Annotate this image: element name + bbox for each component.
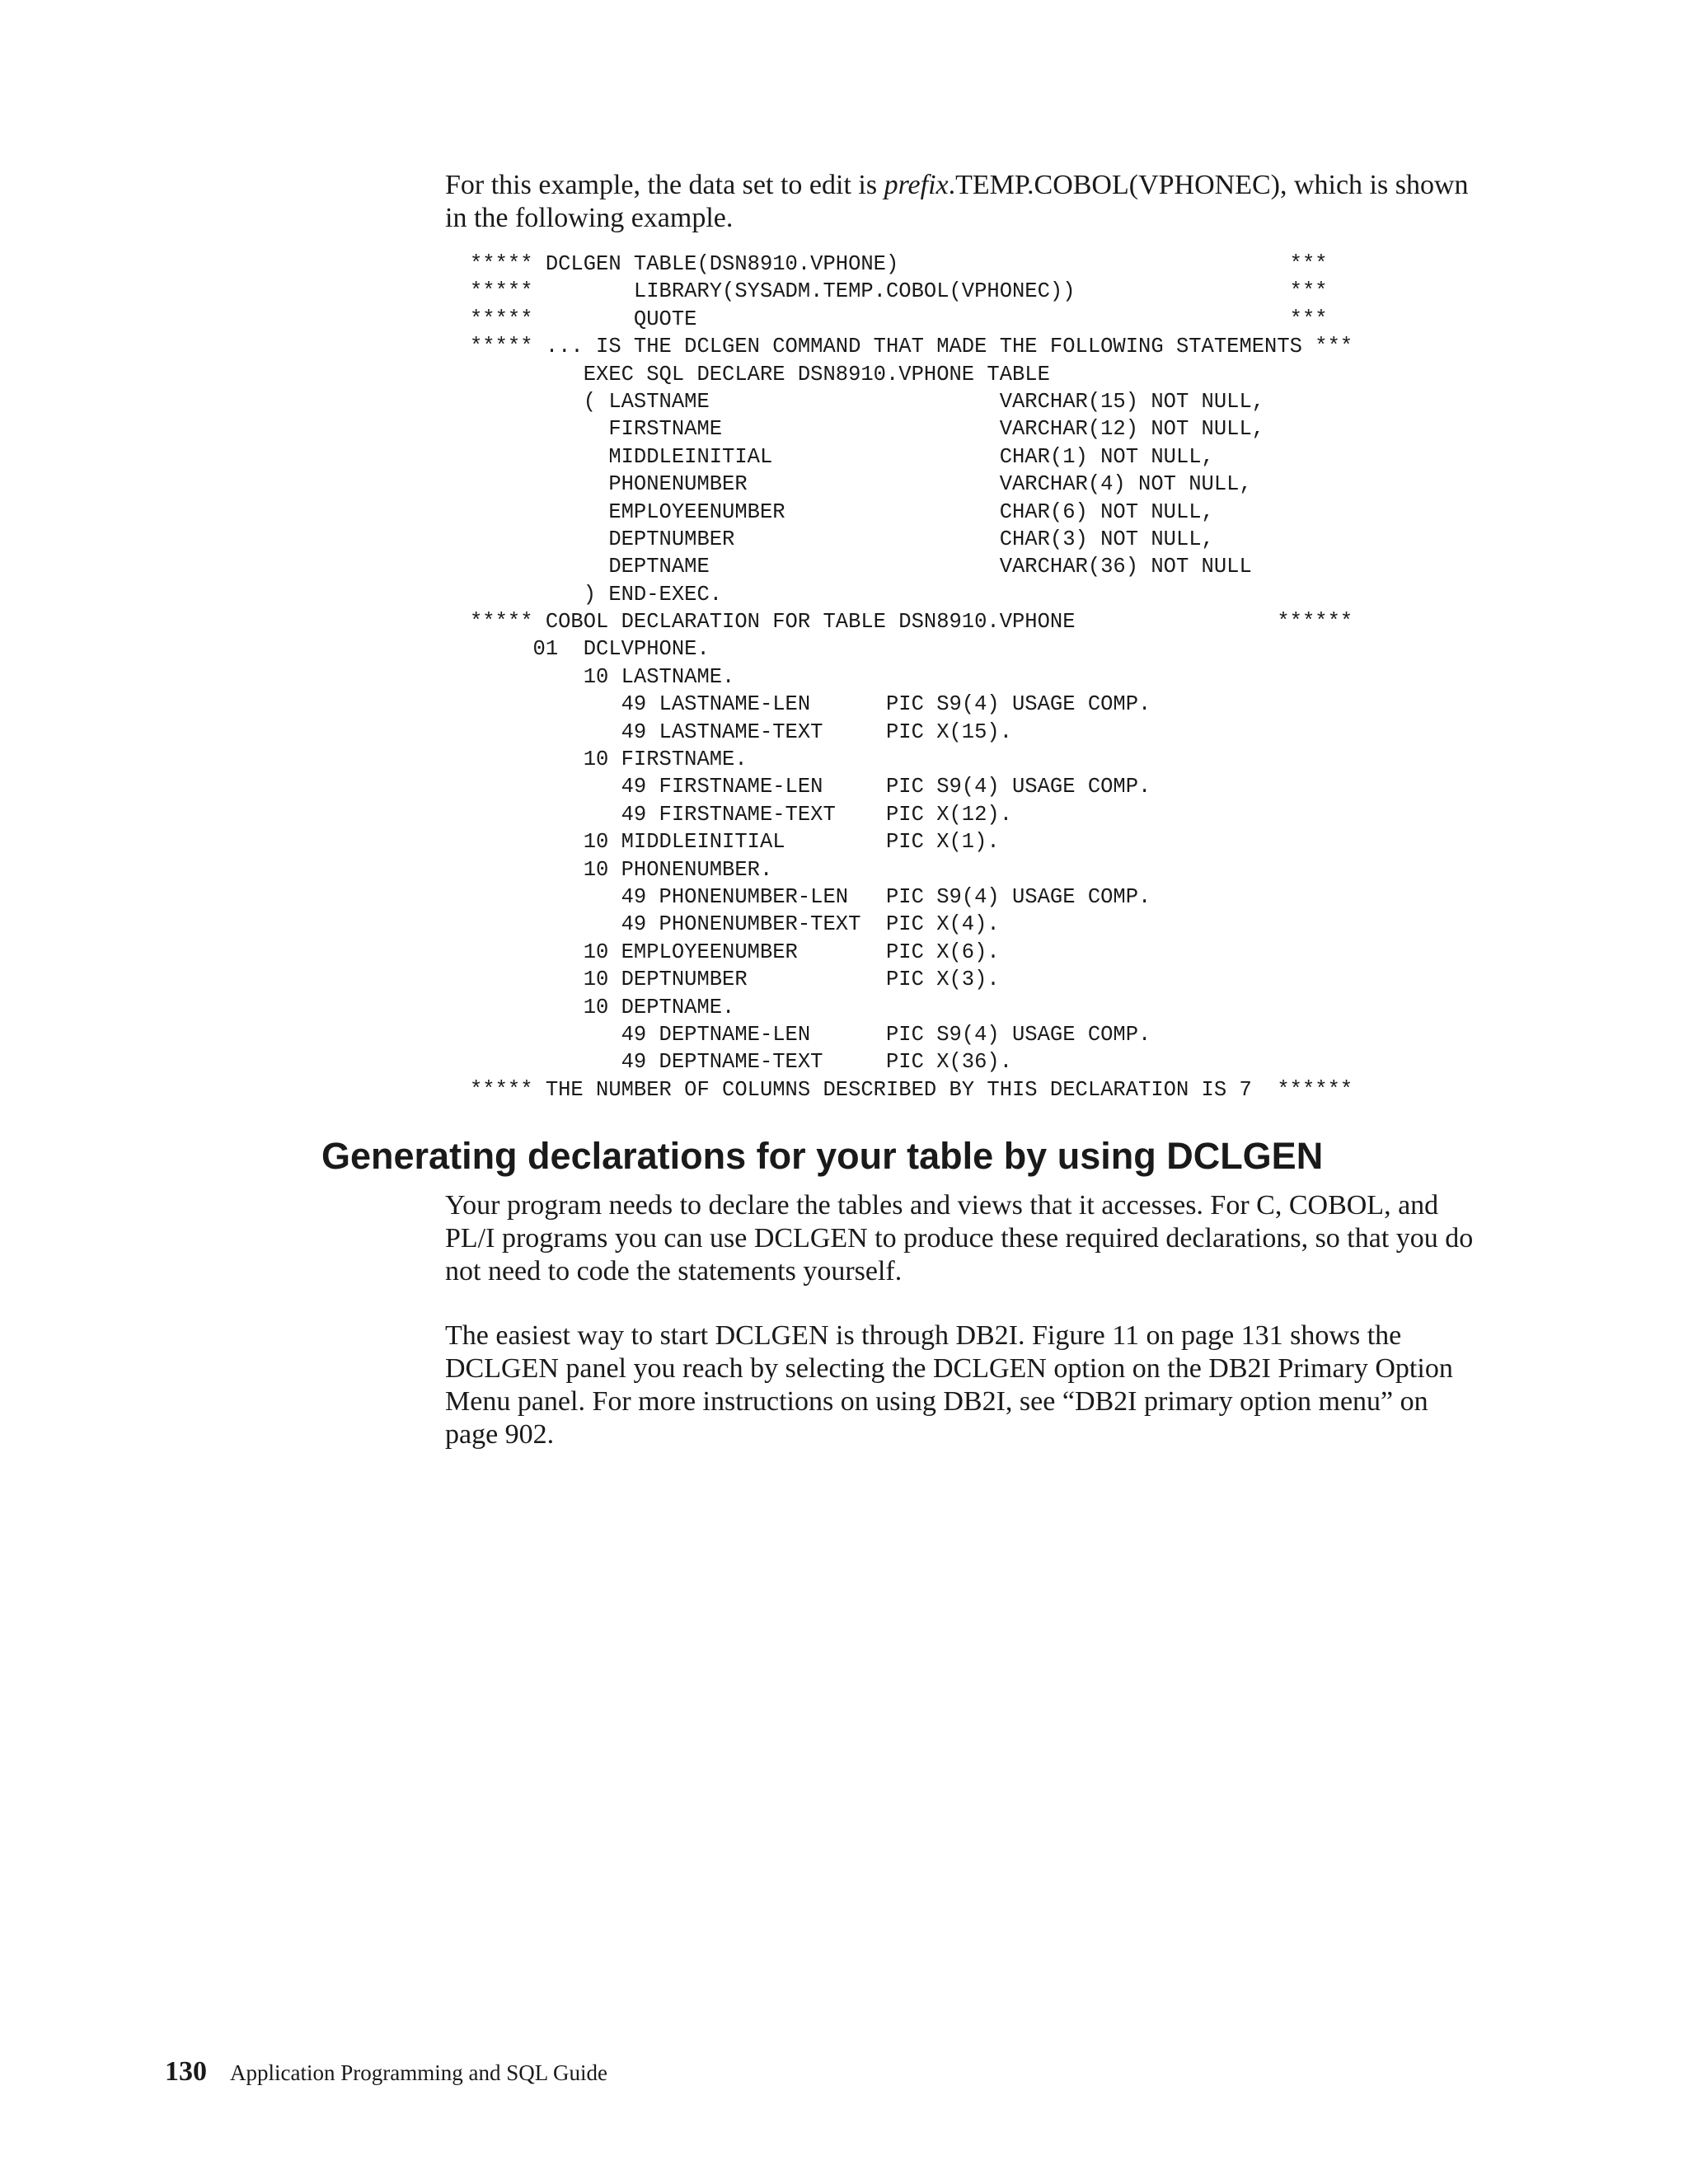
code-line: 49 FIRSTNAME-TEXT PIC X(12). — [470, 802, 1013, 827]
code-line: DEPTNAME VARCHAR(36) NOT NULL — [470, 555, 1252, 579]
code-line: ***** ... IS THE DCLGEN COMMAND THAT MADE THE FOLLOWING STATEMENTS *** — [470, 335, 1353, 359]
code-line: 10 DEPTNAME. — [470, 995, 735, 1019]
code-line: ***** DCLGEN TABLE(DSN8910.VPHONE) *** — [470, 252, 1328, 276]
intro-paragraph — [445, 169, 1484, 235]
code-line: 49 DEPTNAME-LEN PIC S9(4) USAGE COMP. — [470, 1022, 1151, 1047]
intro-text-after: .TEMP.COBOL(VPHONEC), which is shown in the following example. — [445, 170, 1469, 233]
section-heading: Generating declarations for your table by using DCLGEN — [321, 1135, 1324, 1177]
page-footer — [165, 2056, 607, 2088]
code-line: ***** LIBRARY(SYSADM.TEMP.COBOL(VPHONEC)) *** — [470, 279, 1328, 304]
code-line: 10 PHONENUMBER. — [470, 857, 773, 882]
code-line: 10 MIDDLEINITIAL PIC X(1). — [470, 830, 1000, 855]
code-line: MIDDLEINITIAL CHAR(1) NOT NULL, — [470, 444, 1214, 469]
code-line: EMPLOYEENUMBER CHAR(6) NOT NULL, — [470, 499, 1214, 524]
dclgen-code-listing — [470, 251, 1353, 1104]
book-title: Application Programming and SQL Guide — [230, 2060, 607, 2085]
code-line: 10 EMPLOYEENUMBER PIC X(6). — [470, 940, 1000, 964]
code-line: ***** COBOL DECLARATION FOR TABLE DSN8910.VPHONE ****** — [470, 610, 1353, 635]
code-line: 49 PHONENUMBER-LEN PIC S9(4) USAGE COMP. — [470, 884, 1151, 909]
intro-text-before: For this example, the data set to edit is — [445, 170, 884, 200]
code-line: FIRSTNAME VARCHAR(12) NOT NULL, — [470, 417, 1265, 442]
code-line: 10 DEPTNUMBER PIC X(3). — [470, 968, 1000, 992]
code-line: 49 PHONENUMBER-TEXT PIC X(4). — [470, 912, 1000, 937]
code-line: ***** QUOTE *** — [470, 307, 1328, 331]
code-line: 49 LASTNAME-TEXT PIC X(15). — [470, 719, 1013, 744]
intro-prefix-italic: prefix — [884, 170, 949, 200]
code-line: 01 DCLVPHONE. — [470, 637, 710, 662]
code-line: EXEC SQL DECLARE DSN8910.VPHONE TABLE — [470, 362, 1050, 387]
code-line: PHONENUMBER VARCHAR(4) NOT NULL, — [470, 472, 1252, 497]
code-line: ***** THE NUMBER OF COLUMNS DESCRIBED BY THIS DECLARATION IS 7 ****** — [470, 1077, 1353, 1102]
code-line: DEPTNUMBER CHAR(3) NOT NULL, — [470, 527, 1214, 551]
code-line: 49 DEPTNAME-TEXT PIC X(36). — [470, 1050, 1013, 1075]
page-number: 130 — [165, 2056, 207, 2087]
code-line: 10 LASTNAME. — [470, 664, 735, 689]
body-paragraph-declare-tables: Your program needs to declare the tables and views that it accesses. For C, COBOL, and PL/I programs you can use DCLGEN to produce these required declarations, so that you do not need to code the statements yourself. — [445, 1190, 1474, 1286]
code-line: 49 LASTNAME-LEN PIC S9(4) USAGE COMP. — [470, 692, 1151, 717]
code-line: 10 FIRSTNAME. — [470, 748, 748, 772]
code-line: ( LASTNAME VARCHAR(15) NOT NULL, — [470, 389, 1265, 414]
code-line: 49 FIRSTNAME-LEN PIC S9(4) USAGE COMP. — [470, 775, 1151, 799]
code-line: ) END-EXEC. — [470, 582, 723, 607]
body-paragraph-start-dclgen: The easiest way to start DCLGEN is through DB2I. Figure 11 on page 131 shows the DCLGEN panel you reach by selecting the DCLGEN option on the DB2I Primary Option Menu panel. For more instructions on using DB2I, see “DB2I primary option menu” on page 902. — [445, 1320, 1453, 1450]
